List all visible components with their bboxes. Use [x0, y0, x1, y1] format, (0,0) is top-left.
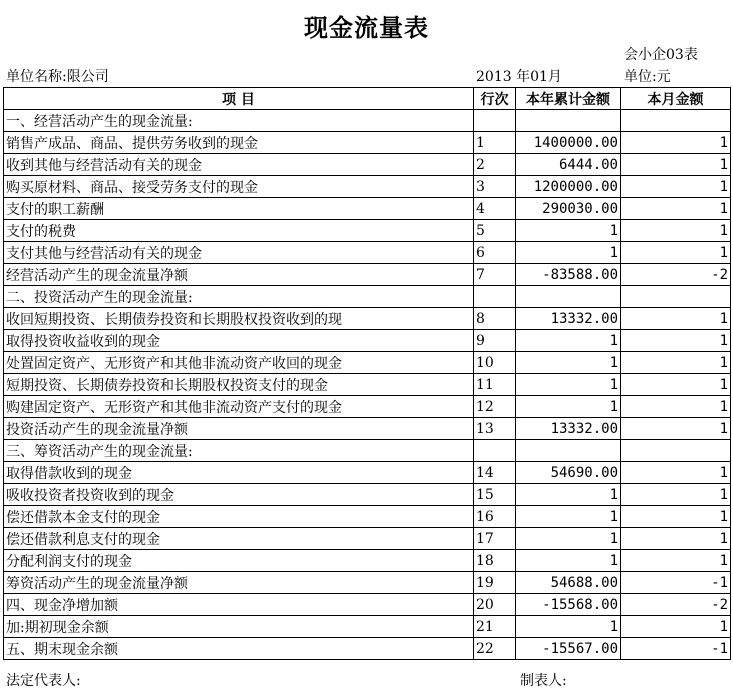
row-item-label: 一、经营活动产生的现金流量:: [4, 110, 474, 132]
row-ytd-amount: -15568.00: [516, 594, 621, 616]
row-item-label: 二、投资活动产生的现金流量:: [4, 286, 474, 308]
row-line-number: 11: [474, 374, 516, 396]
row-line-number: 8: [474, 308, 516, 330]
row-line-number: 13: [474, 418, 516, 440]
row-ytd-amount: 1: [516, 242, 621, 264]
row-ytd-amount: 1: [516, 220, 621, 242]
table-row: [4, 308, 731, 330]
row-line-number: 16: [474, 506, 516, 528]
row-ytd-amount: -15567.00: [516, 638, 621, 660]
row-line-number: 22: [474, 638, 516, 660]
table-row: [4, 220, 731, 242]
table-row: [4, 330, 731, 352]
row-line-number: 4: [474, 198, 516, 220]
row-month-amount: -2: [621, 594, 731, 616]
table-row: [4, 110, 731, 132]
row-ytd-amount: 290030.00: [516, 198, 621, 220]
row-month-amount: [621, 110, 731, 132]
row-ytd-amount: [516, 440, 621, 462]
cash-flow-table: [3, 87, 731, 660]
row-line-number: [474, 440, 516, 462]
row-line-number: 18: [474, 550, 516, 572]
row-line-number: 3: [474, 176, 516, 198]
row-month-amount: 1: [621, 462, 731, 484]
row-item-label: 支付的职工薪酬: [4, 198, 474, 220]
row-month-amount: 1: [621, 330, 731, 352]
header-line-no: 行次: [474, 88, 516, 110]
row-item-label: 购建固定资产、无形资产和其他非流动资产支付的现金: [4, 396, 474, 418]
table-row: [4, 396, 731, 418]
row-month-amount: 1: [621, 308, 731, 330]
row-item-label: 吸收投资者投资收到的现金: [4, 484, 474, 506]
row-line-number: 17: [474, 528, 516, 550]
row-line-number: 19: [474, 572, 516, 594]
table-row: [4, 198, 731, 220]
row-item-label: 收回短期投资、长期债券投资和长期股权投资收到的现: [4, 308, 474, 330]
row-item-label: 偿还借款本金支付的现金: [4, 506, 474, 528]
row-ytd-amount: 54688.00: [516, 572, 621, 594]
row-month-amount: [621, 440, 731, 462]
table-row: [4, 176, 731, 198]
row-item-label: 偿还借款利息支付的现金: [4, 528, 474, 550]
row-month-amount: 1: [621, 242, 731, 264]
legal-representative-label: 法定代表人:: [6, 673, 81, 689]
row-ytd-amount: [516, 286, 621, 308]
row-item-label: 支付的税费: [4, 220, 474, 242]
row-item-label: 销售产成品、商品、提供劳务收到的现金: [4, 132, 474, 154]
row-ytd-amount: 1200000.00: [516, 176, 621, 198]
row-item-label: 四、现金净增加额: [4, 594, 474, 616]
row-month-amount: 1: [621, 484, 731, 506]
table-row: [4, 132, 731, 154]
row-item-label: 购买原材料、商品、接受劳务支付的现金: [4, 176, 474, 198]
row-month-amount: -2: [621, 264, 731, 286]
table-row: [4, 528, 731, 550]
table-row: [4, 242, 731, 264]
table-row: [4, 462, 731, 484]
table-row: [4, 154, 731, 176]
row-item-label: 处置固定资产、无形资产和其他非流动资产收回的现金: [4, 352, 474, 374]
row-ytd-amount: [516, 110, 621, 132]
row-item-label: 五、期末现金余额: [4, 638, 474, 660]
report-period: 2013 年01月: [476, 69, 562, 85]
table-row: [4, 374, 731, 396]
row-month-amount: 1: [621, 506, 731, 528]
row-ytd-amount: 1: [516, 528, 621, 550]
row-item-label: 三、筹资活动产生的现金流量:: [4, 440, 474, 462]
row-line-number: [474, 286, 516, 308]
table-row: [4, 638, 731, 660]
row-line-number: 12: [474, 396, 516, 418]
row-item-label: 投资活动产生的现金流量净额: [4, 418, 474, 440]
row-item-label: 取得借款收到的现金: [4, 462, 474, 484]
table-row: [4, 264, 731, 286]
row-ytd-amount: 1400000.00: [516, 132, 621, 154]
row-item-label: 筹资活动产生的现金流量净额: [4, 572, 474, 594]
row-line-number: 14: [474, 462, 516, 484]
row-item-label: 取得投资收益收到的现金: [4, 330, 474, 352]
row-ytd-amount: 1: [516, 550, 621, 572]
row-ytd-amount: 1: [516, 396, 621, 418]
row-line-number: 21: [474, 616, 516, 638]
row-month-amount: 1: [621, 616, 731, 638]
row-line-number: 5: [474, 220, 516, 242]
preparer-label: 制表人:: [520, 673, 567, 689]
row-line-number: 7: [474, 264, 516, 286]
row-month-amount: 1: [621, 374, 731, 396]
row-month-amount: -1: [621, 638, 731, 660]
row-ytd-amount: 6444.00: [516, 154, 621, 176]
row-ytd-amount: 13332.00: [516, 308, 621, 330]
table-row: [4, 484, 731, 506]
row-month-amount: 1: [621, 550, 731, 572]
row-month-amount: 1: [621, 132, 731, 154]
row-month-amount: [621, 286, 731, 308]
table-row: [4, 440, 731, 462]
header-month: 本月金额: [621, 88, 731, 110]
row-line-number: [474, 110, 516, 132]
row-line-number: 1: [474, 132, 516, 154]
row-ytd-amount: 1: [516, 330, 621, 352]
row-ytd-amount: -83588.00: [516, 264, 621, 286]
row-ytd-amount: 1: [516, 352, 621, 374]
row-item-label: 分配利润支付的现金: [4, 550, 474, 572]
row-line-number: 2: [474, 154, 516, 176]
table-row: [4, 352, 731, 374]
row-month-amount: 1: [621, 528, 731, 550]
row-ytd-amount: 54690.00: [516, 462, 621, 484]
row-ytd-amount: 13332.00: [516, 418, 621, 440]
table-row: [4, 286, 731, 308]
row-item-label: 收到其他与经营活动有关的现金: [4, 154, 474, 176]
row-month-amount: -1: [621, 572, 731, 594]
report-title: 现金流量表: [304, 14, 429, 42]
row-month-amount: 1: [621, 176, 731, 198]
row-item-label: 加:期初现金余额: [4, 616, 474, 638]
row-month-amount: 1: [621, 198, 731, 220]
table-row: [4, 418, 731, 440]
header-ytd: 本年累计金额: [516, 88, 621, 110]
table-row: [4, 594, 731, 616]
table-row: [4, 506, 731, 528]
currency-unit: 单位:元: [624, 69, 671, 85]
row-month-amount: 1: [621, 154, 731, 176]
table-row: [4, 616, 731, 638]
unit-name: 单位名称:限公司: [6, 69, 109, 85]
row-item-label: 支付其他与经营活动有关的现金: [4, 242, 474, 264]
row-item-label: 经营活动产生的现金流量净额: [4, 264, 474, 286]
row-ytd-amount: 1: [516, 374, 621, 396]
row-line-number: 15: [474, 484, 516, 506]
table-row: [4, 550, 731, 572]
row-month-amount: 1: [621, 220, 731, 242]
row-line-number: 10: [474, 352, 516, 374]
header-row: [4, 88, 731, 110]
row-line-number: 9: [474, 330, 516, 352]
row-item-label: 短期投资、长期债券投资和长期股权投资支付的现金: [4, 374, 474, 396]
row-ytd-amount: 1: [516, 484, 621, 506]
row-month-amount: 1: [621, 396, 731, 418]
row-line-number: 6: [474, 242, 516, 264]
row-month-amount: 1: [621, 418, 731, 440]
row-month-amount: 1: [621, 352, 731, 374]
form-code: 会小企03表: [624, 47, 698, 63]
row-ytd-amount: 1: [516, 616, 621, 638]
header-item: 项 目: [4, 88, 474, 110]
row-ytd-amount: 1: [516, 506, 621, 528]
row-line-number: 20: [474, 594, 516, 616]
table-row: [4, 572, 731, 594]
